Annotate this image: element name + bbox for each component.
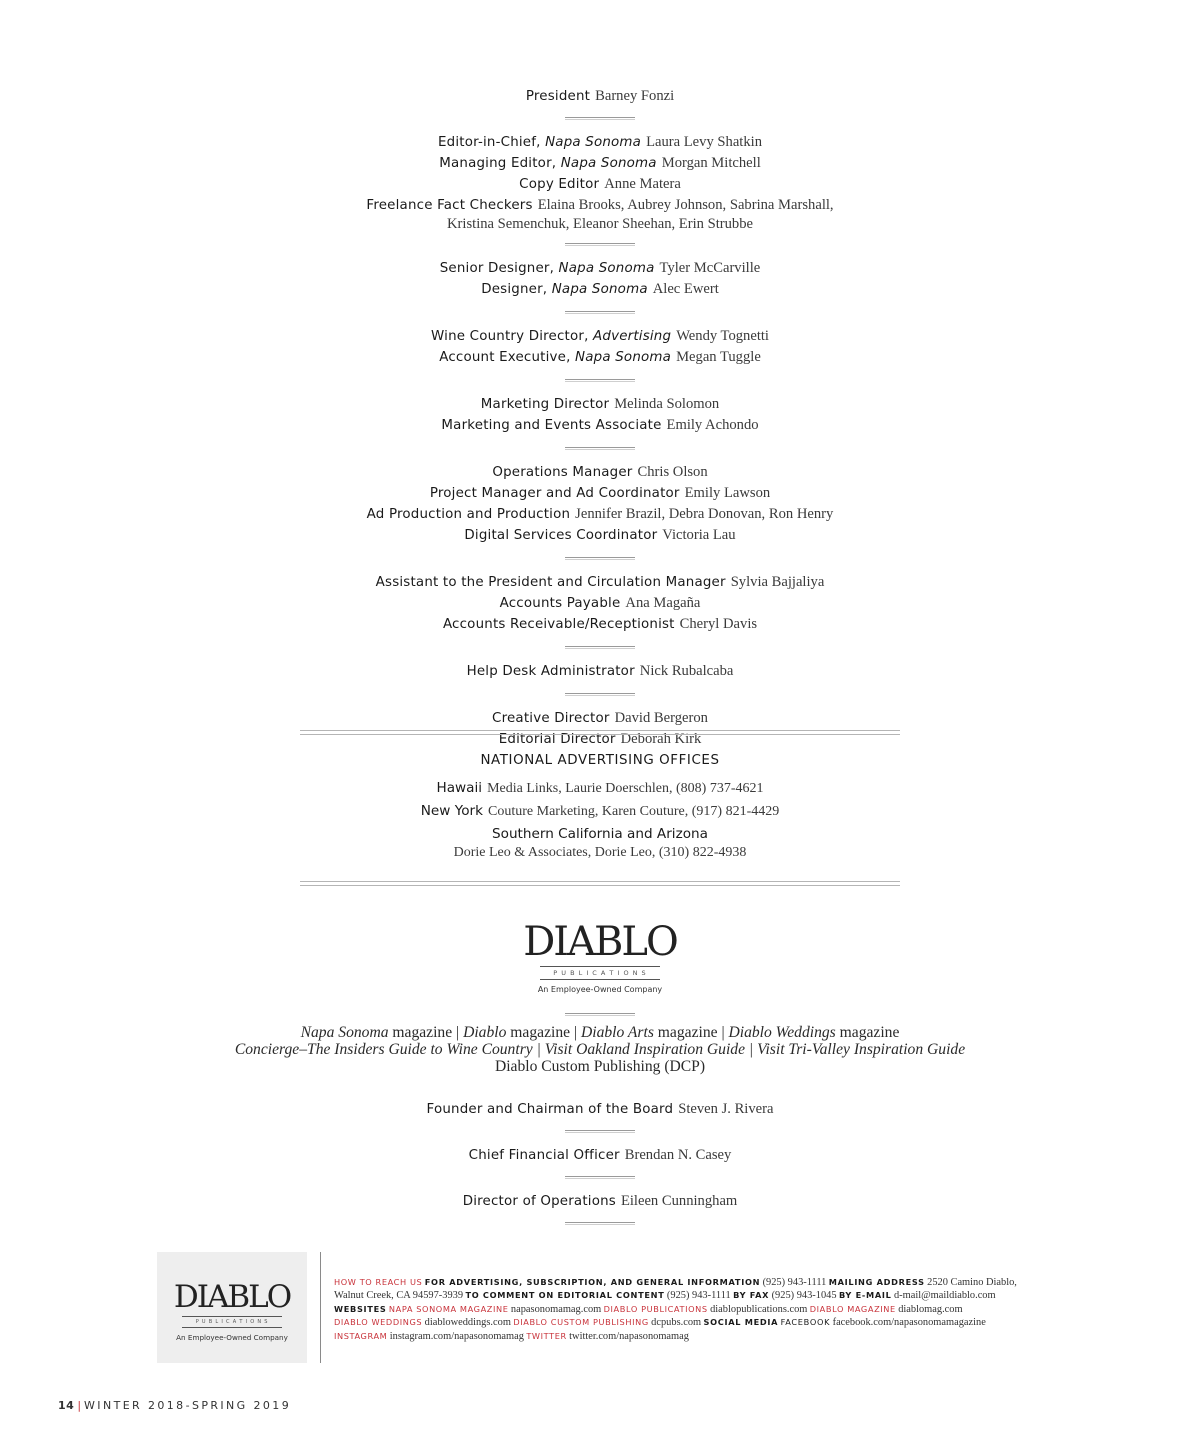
diablo-publications-logo-small [172,1280,292,1342]
staff-role [467,664,635,679]
staff-row [0,132,1200,153]
pub-title: Diablo Arts [580,1024,654,1041]
diablo-publications-logo [520,920,680,994]
publications-list [0,1024,1200,1075]
role-title: Ad Production and Production [366,507,571,522]
logo-wordmark: DIABLO [173,1279,291,1315]
officer-name: Eileen Cunningham [620,1193,738,1209]
role-title: Account Executive, [439,350,576,365]
section-divider [565,1222,635,1225]
staff-group [0,572,1200,635]
contact-label: WEBSITES [334,1303,387,1314]
staff-row [0,504,1200,525]
masthead-staff-list [0,86,1200,750]
staff-row [0,153,1200,174]
staff-role [519,177,599,192]
officer-role: Founder and Chairman of the Board [426,1102,674,1117]
officer-role: Chief Financial Officer [468,1148,620,1163]
role-title: Senior Designer, [439,261,559,276]
role-title: Freelance Fact Checkers [366,198,533,213]
staff-role [438,135,641,150]
contact-information [334,1276,1034,1343]
staff-group [0,326,1200,368]
staff-row [0,525,1200,546]
site-label: NAPA SONOMA MAGAZINE [388,1303,509,1314]
staff-row [0,258,1200,279]
staff-name: Emily Lawson [684,485,771,501]
role-title: Accounts Receivable/Receptionist [442,617,675,632]
contact-label: FOR ADVERTISING, SUBSCRIPTION, AND GENERAL INFORMATION [424,1277,761,1287]
staff-group [0,132,1200,232]
staff-name: Victoria Lau [662,527,736,543]
officer-name: Brendan N. Casey [624,1147,732,1163]
staff-role [443,617,675,632]
site-link[interactable]: diabloweddings.com [424,1317,511,1329]
social-link[interactable]: instagram.com/napasonomamag [389,1330,524,1342]
site-link[interactable]: dcpubs.com [651,1317,702,1329]
role-title: Copy Editor [519,177,600,192]
contact-email[interactable]: d-mail@maildiablo.com [893,1290,996,1302]
staff-group [0,661,1200,682]
role-title: Accounts Payable [499,596,621,611]
staff-group [0,394,1200,436]
staff-name: Alec Ewert [652,281,719,297]
staff-group [0,462,1200,546]
staff-name: Anne Matera [604,176,681,192]
staff-role [367,507,570,522]
footer-divider-line [320,1252,321,1363]
officer-name: Steven J. Rivera [678,1101,774,1117]
section-divider [565,1176,635,1179]
publications-line-2 [0,1041,1200,1058]
site-label: DIABLO WEDDINGS [334,1317,423,1328]
staff-row [0,593,1200,614]
staff-name: Laura Levy Shatkin [646,134,762,150]
staff-role [481,397,609,412]
section-divider [565,693,635,696]
footer-logo-box [157,1252,307,1363]
office-socal [0,823,1200,845]
site-link[interactable]: diablopublications.com [710,1303,808,1315]
role-title: Editor-in-Chief, [438,135,546,150]
staff-role [430,486,680,501]
logo-rule [540,966,660,967]
section-divider [565,117,635,120]
staff-group [0,258,1200,300]
office-new-york [0,800,1200,823]
staff-row [0,195,1200,216]
staff-group [0,708,1200,750]
role-title: Digital Services Coordinator [464,528,658,543]
staff-role [439,156,656,171]
site-label: DIABLO PUBLICATIONS [603,1303,708,1314]
section-divider [565,379,635,382]
folio-separator: | [77,1399,82,1412]
site-link[interactable]: napasonomamag.com [510,1303,602,1315]
staff-role [492,711,610,726]
section-divider [565,1013,635,1016]
page-number: 14 [58,1399,75,1412]
section-divider [565,311,635,314]
staff-name: Melinda Solomon [614,396,720,412]
contact-line-3 [334,1303,1034,1316]
social-label: FACEBOOK [780,1317,831,1328]
staff-role [366,198,532,213]
role-publication: Napa Sonoma [558,261,655,276]
staff-name: Chris Olson [637,464,708,480]
staff-row [0,661,1200,682]
office-place: Southern California and Arizona [492,826,708,842]
contact-line-4 [334,1316,1034,1329]
role-title: Creative Director [492,711,610,726]
corporate-officers [0,1098,1200,1236]
staff-role [376,575,726,590]
role-publication: Napa Sonoma [560,156,657,171]
role-title: Operations Manager [492,465,633,480]
pub-suffix: magazine | [506,1024,581,1041]
role-title: Marketing and Events Associate [441,418,662,433]
logo-publications: P U B L I C A T I O N S [553,969,647,977]
contact-label: MAILING ADDRESS [828,1277,925,1287]
staff-role [439,350,671,365]
staff-group [0,86,1200,107]
staff-role [526,89,590,104]
staff-role [481,282,648,297]
social-label: INSTAGRAM [334,1330,388,1341]
office-place: New York [420,803,484,819]
pub-title: Diablo [463,1024,507,1041]
office-detail: Couture Marketing, Karen Couture, (917) 821-4429 [488,804,780,819]
staff-name: Cheryl Davis [679,616,758,632]
publications-line-1 [0,1024,1200,1041]
staff-row [0,614,1200,635]
office-place: Hawaii [436,780,483,796]
contact-label: TO COMMENT ON EDITORIAL CONTENT [465,1290,665,1301]
site-label: DIABLO CUSTOM PUBLISHING [513,1317,649,1328]
staff-row [0,279,1200,300]
issue-label: WINTER 2018-SPRING 2019 [84,1399,292,1412]
staff-row [0,326,1200,347]
logo-publications: P U B L I C A T I O N S [195,1319,269,1325]
staff-name: Ana Magaña [625,595,701,611]
staff-row [0,174,1200,195]
staff-row [0,572,1200,593]
staff-role [440,261,655,276]
staff-row [0,347,1200,368]
staff-name: Elaina Brooks, Aubrey Johnson, Sabrina Marshall, [537,197,834,213]
staff-role [464,528,657,543]
pub-suffix: magazine | [653,1024,729,1041]
contact-label: BY E-MAIL [838,1290,892,1301]
staff-name: Nick Rubalcaba [639,663,734,679]
role-publication: Advertising [593,329,672,344]
contact-line-5 [334,1330,1034,1343]
staff-row [0,415,1200,436]
staff-role [441,418,661,433]
contact-line-1 [334,1276,1034,1289]
staff-name: Wendy Tognetti [676,328,769,344]
office-hawaii [0,777,1200,800]
section-divider [565,1130,635,1133]
staff-role [500,596,621,611]
staff-name: Morgan Mitchell [661,155,761,171]
role-title: Marketing Director [480,397,610,412]
staff-row [0,462,1200,483]
role-title: Designer, [481,282,552,297]
role-title: Help Desk Administrator [466,664,635,679]
advertising-offices [0,753,1200,861]
logo-rule [182,1316,282,1317]
double-rule-bottom [300,881,900,886]
role-title: President [525,89,591,104]
staff-row [0,394,1200,415]
contact-value: Walnut Creek, CA 94597-3939 [334,1290,464,1302]
role-publication: Napa Sonoma [545,135,642,150]
section-divider [565,447,635,450]
role-title: Managing Editor, [439,156,561,171]
section-divider [565,646,635,649]
role-title: Wine Country Director, [431,329,594,344]
staff-row [0,708,1200,729]
officer-role: Director of Operations [462,1194,616,1209]
staff-name: Megan Tuggle [676,349,761,365]
contact-value: (925) 943-1111 [666,1290,731,1302]
site-label: DIABLO MAGAZINE [809,1303,896,1314]
how-to-reach-label: HOW TO REACH US [334,1277,423,1287]
role-title: Editorial Director [498,732,616,747]
logo-wordmark: DIABLO [523,919,677,965]
pub-suffix: magazine | [388,1024,464,1041]
staff-name: Barney Fonzi [595,88,675,104]
logo-tagline: An Employee-Owned Company [176,1333,288,1342]
staff-role [492,465,632,480]
contact-value: 2520 Camino Diablo, [927,1277,1017,1288]
role-title: Project Manager and Ad Coordinator [429,486,680,501]
contact-value: (925) 943-1111 [762,1277,827,1288]
contact-label: BY FAX [733,1290,770,1301]
staff-name: Deborah Kirk [620,731,702,747]
role-publication: Napa Sonoma [551,282,648,297]
contact-label: SOCIAL MEDIA [703,1317,779,1328]
staff-name: Sylvia Bajjaliya [730,574,825,590]
section-divider [565,557,635,560]
pub-title: Diablo Weddings [728,1024,836,1041]
role-publication: Napa Sonoma [575,350,672,365]
guides-list: Concierge–The Insiders Guide to Wine Country | Visit Oakland Inspiration Guide | Visit Tri-Valley Inspiration Guide [234,1041,966,1058]
offices-title: NATIONAL ADVERTISING OFFICES [480,753,720,768]
contact-value: (925) 943-1045 [771,1290,837,1302]
staff-name-continued: Kristina Semenchuk, Eleanor Sheehan, Erin Strubbe [447,216,753,232]
office-detail: Media Links, Laurie Doerschlen, (808) 737-4621 [487,781,764,796]
logo-rule [540,979,660,980]
staff-row [0,483,1200,504]
staff-row [0,86,1200,107]
social-link[interactable]: facebook.com/napasonomamagazine [832,1317,986,1329]
site-link[interactable]: diablomag.com [898,1303,963,1315]
officer-row [0,1190,1200,1212]
logo-rule [182,1327,282,1328]
double-rule-top [300,730,900,735]
staff-role [431,329,671,344]
staff-name: Tyler McCarville [659,260,761,276]
pub-suffix: magazine [835,1024,900,1041]
contact-line-2 [334,1289,1034,1302]
role-title: Assistant to the President and Circulation Manager [375,575,726,590]
officer-row [0,1144,1200,1166]
staff-name: Emily Achondo [666,417,759,433]
office-detail: Dorie Leo & Associates, Dorie Leo, (310) 822-4938 [453,845,747,860]
officer-row [0,1098,1200,1120]
publications-line-3: Diablo Custom Publishing (DCP) [494,1058,706,1075]
logo-tagline: An Employee-Owned Company [537,985,663,994]
staff-name: David Bergeron [614,710,708,726]
pub-title: Napa Sonoma [300,1024,389,1041]
section-divider [565,243,635,246]
staff-name: Jennifer Brazil, Debra Donovan, Ron Henry [575,506,834,522]
page-folio [58,1399,291,1412]
social-label: TWITTER [526,1330,567,1341]
social-link[interactable]: twitter.com/napasonomamag [569,1330,689,1342]
